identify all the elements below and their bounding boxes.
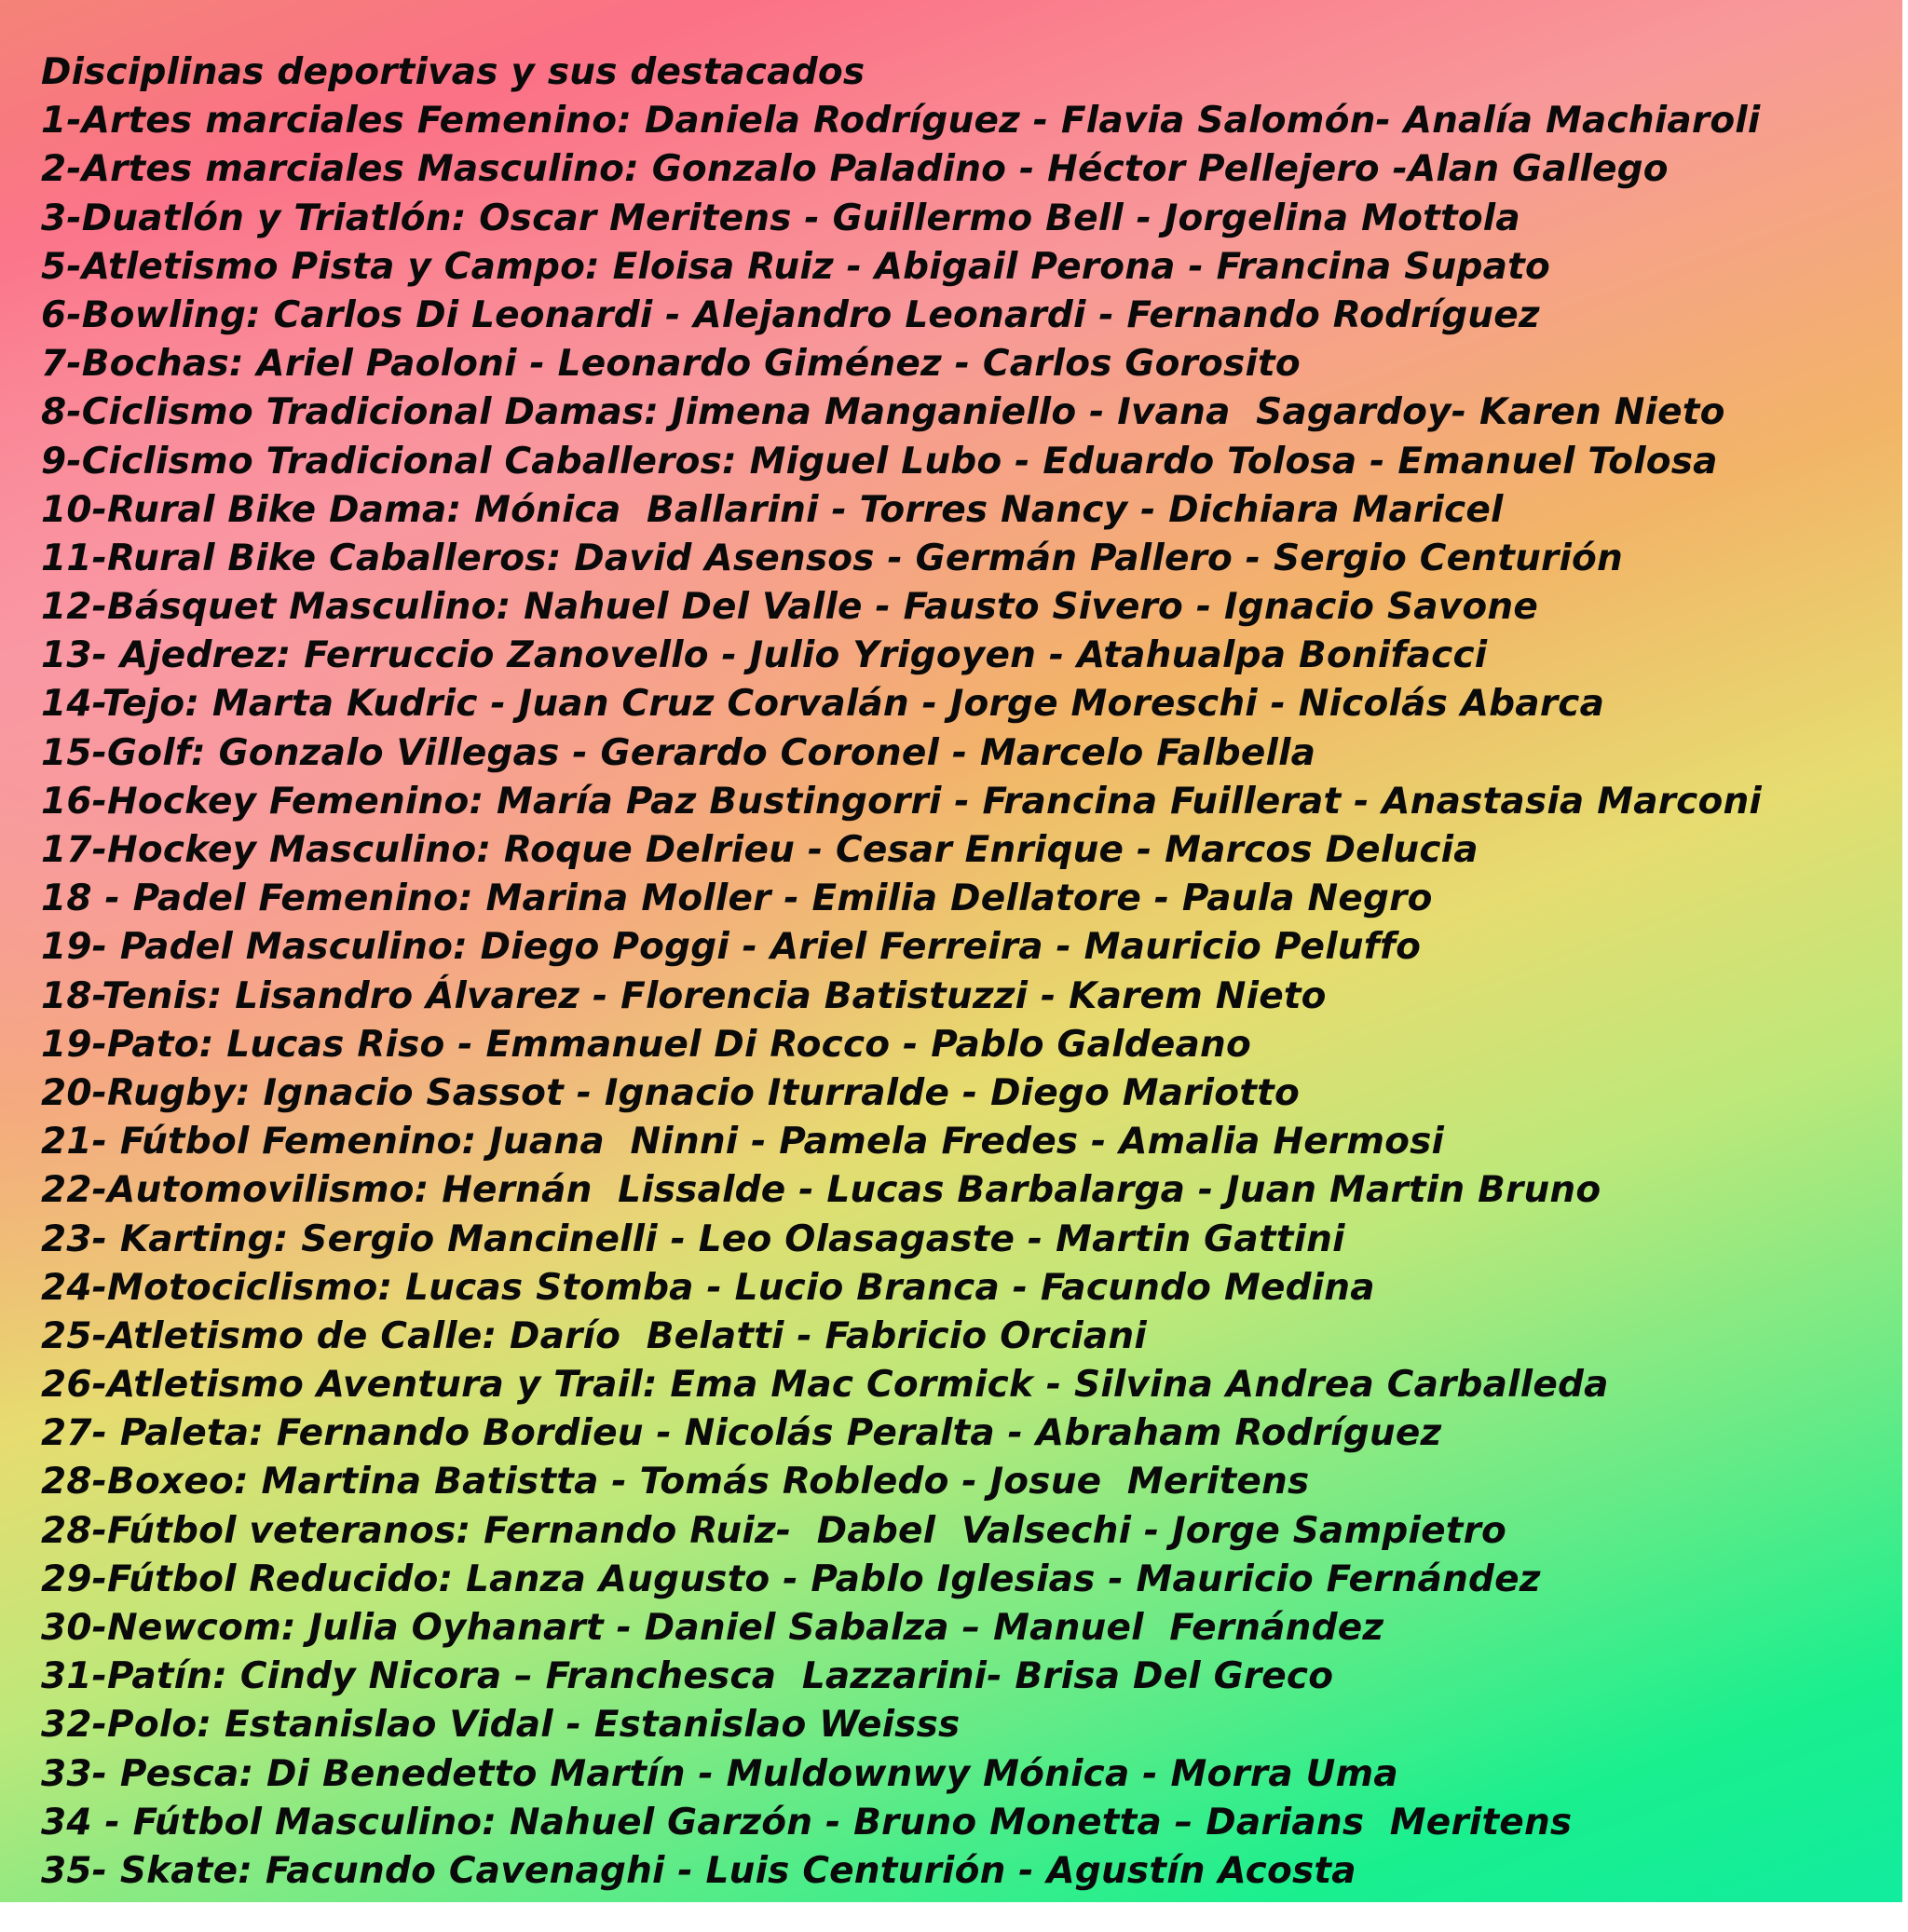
list-item: 31-Patín: Cindy Nicora – Franchesca Lazzarini- Brisa Del Greco: [41, 1655, 1334, 1698]
list-item: 19-Pato: Lucas Riso - Emmanuel Di Rocco - Pablo Galdeano: [41, 1023, 1251, 1066]
list-item: 34 - Fútbol Masculino: Nahuel Garzón - Bruno Monetta – Darians Meritens: [41, 1801, 1573, 1844]
list-item: 26-Atletismo Aventura y Trail: Ema Mac Cormick - Silvina Andrea Carballeda: [41, 1364, 1609, 1407]
list-item: 6-Bowling: Carlos Di Leonardi - Alejandro Leonardi - Fernando Rodríguez: [41, 293, 1540, 336]
list-item: 33- Pesca: Di Benedetto Martín - Muldownwy Mónica - Morra Uma: [41, 1752, 1398, 1795]
list-item: 1-Artes marciales Femenino: Daniela Rodríguez - Flavia Salomón- Analía Machiaroli: [41, 100, 1761, 143]
document-body: [41, 48, 1895, 1932]
list-item: 18-Tenis: Lisandro Álvarez - Florencia Batistuzzi - Karem Nieto: [41, 974, 1327, 1017]
bottom-edge-border: [0, 1902, 1908, 1932]
list-item: 16-Hockey Femenino: María Paz Bustingorri - Francina Fuillerat - Anastasia Marconi: [41, 780, 1763, 823]
list-item: 19- Padel Masculino: Diego Poggi - Ariel Ferreira - Mauricio Peluffo: [41, 926, 1422, 969]
list-item: 28-Boxeo: Martina Batistta - Tomás Robledo - Josue Meritens: [41, 1461, 1310, 1503]
list-item: 23- Karting: Sergio Mancinelli - Leo Olasagaste - Martin Gattini: [41, 1218, 1345, 1260]
list-item: 30-Newcom: Julia Oyhanart - Daniel Sabalza – Manuel Fernández: [41, 1607, 1384, 1649]
list-item: 15-Golf: Gonzalo Villegas - Gerardo Coronel - Marcelo Falbella: [41, 731, 1316, 774]
document-title: Disciplinas deportivas y sus destacados: [41, 51, 865, 93]
list-item: 28-Fútbol veteranos: Fernando Ruiz- Dabel Valsechi - Jorge Sampietro: [41, 1509, 1507, 1552]
list-item: 7-Bochas: Ariel Paoloni - Leonardo Giménez - Carlos Gorosito: [41, 343, 1301, 386]
list-item: 10-Rural Bike Dama: Mónica Ballarini - Torres Nancy - Dichiara Maricel: [41, 488, 1504, 531]
list-item: 5-Atletismo Pista y Campo: Eloisa Ruiz - Abigail Perona - Francina Supato: [41, 245, 1550, 288]
list-item: 21- Fútbol Femenino: Juana Ninni - Pamela Fredes - Amalia Hermosi: [41, 1121, 1445, 1163]
list-item: 22-Automovilismo: Hernán Lissalde - Lucas Barbalarga - Juan Martin Bruno: [41, 1169, 1601, 1212]
right-edge-border: [1902, 0, 1908, 1932]
list-item: 17-Hockey Masculino: Roque Delrieu - Cesar Enrique - Marcos Delucia: [41, 829, 1479, 871]
list-item: 3-Duatlón y Triatlón: Oscar Meritens - Guillermo Bell - Jorgelina Mottola: [41, 197, 1520, 239]
list-item: 14-Tejo: Marta Kudric - Juan Cruz Corvalán - Jorge Moreschi - Nicolás Abarca: [41, 683, 1605, 726]
list-item: 2-Artes marciales Masculino: Gonzalo Paladino - Héctor Pellejero -Alan Gallego: [41, 148, 1669, 191]
list-item: 24-Motociclismo: Lucas Stomba - Lucio Branca - Facundo Medina: [41, 1266, 1375, 1309]
list-item: 18 - Padel Femenino: Marina Moller - Emilia Dellatore - Paula Negro: [41, 878, 1433, 920]
list-item: 9-Ciclismo Tradicional Caballeros: Miguel Lubo - Eduardo Tolosa - Emanuel Tolosa: [41, 440, 1718, 483]
list-item: 11-Rural Bike Caballeros: David Asensos - Germán Pallero - Sergio Centurión: [41, 537, 1623, 579]
list-item: 8-Ciclismo Tradicional Damas: Jimena Manganiello - Ivana Sagardoy- Karen Nieto: [41, 391, 1725, 434]
list-item: 13- Ajedrez: Ferruccio Zanovello - Julio Yrigoyen - Atahualpa Bonifacci: [41, 634, 1488, 677]
list-item: 12-Básquet Masculino: Nahuel Del Valle - Fausto Sivero - Ignacio Savone: [41, 586, 1538, 629]
list-item: 20-Rugby: Ignacio Sassot - Ignacio Iturralde - Diego Mariotto: [41, 1071, 1300, 1114]
list-item: 27- Paleta: Fernando Bordieu - Nicolás Peralta - Abraham Rodríguez: [41, 1412, 1442, 1455]
list-item: 25-Atletismo de Calle: Darío Belatti - Fabricio Orciani: [41, 1314, 1147, 1357]
list-item: 32-Polo: Estanislao Vidal - Estanislao Weisss: [41, 1704, 961, 1747]
list-item: 35- Skate: Facundo Cavenaghi - Luis Centurión - Agustín Acosta: [41, 1849, 1356, 1892]
list-item: 29-Fútbol Reducido: Lanza Augusto - Pablo Iglesias - Mauricio Fernández: [41, 1558, 1541, 1600]
